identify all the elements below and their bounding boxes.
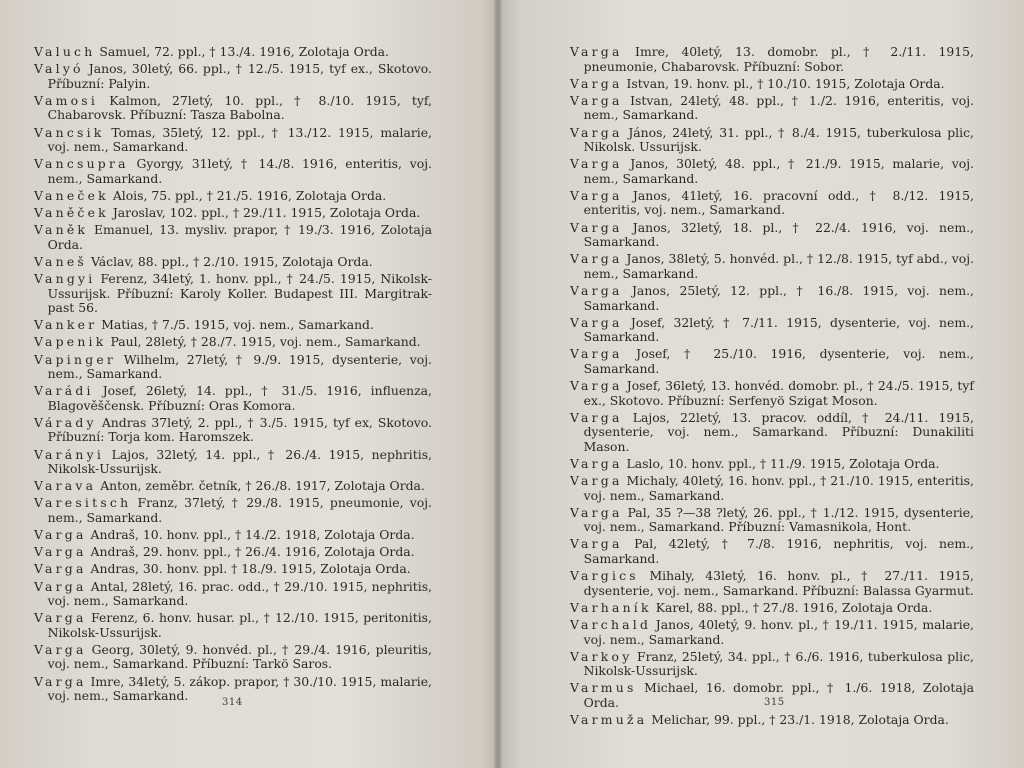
entry-details: Melichar, 99. ppl., † 23./1. 1918, Zolotaja Orda. [651, 712, 949, 728]
entry-details: Mihaly, 43letý, 16. honv. pl., † 27./11. 1915, dysenterie, voj. nem., Samarkand. Příbuzní: Balassa Gyarmut. [583, 568, 974, 598]
register-entry [570, 157, 974, 186]
entry-surname: Vaněček [34, 205, 109, 221]
register-entry [570, 77, 974, 92]
register-entry [570, 252, 974, 281]
entry-details: Janos, 25letý, 12. ppl., † 16./8. 1915, voj. nem., Samarkand. [583, 282, 974, 313]
entry-surname: Varga [34, 610, 87, 626]
entry-details: Wilhelm, 27letý, † 9./9. 1915, dysenterie, voj. nem., Samarkand. [47, 351, 432, 382]
entry-surname: Varmus [570, 680, 637, 696]
entry-surname: Varga [570, 219, 623, 235]
entry-details: Lajos, 22letý, 13. pracov. oddíl, † 24./11. 1915, dysenterie, voj. nem., Samarkand. Příbuzní: Dunakiliti Mason. [583, 409, 974, 454]
entry-surname: Vapinger [34, 351, 117, 367]
entry-details: Janos, 38letý, 5. honvéd. pl., † 12./8. 1915, tyf abd., voj. nem., Samarkand. [583, 251, 974, 281]
register-entry [570, 379, 974, 408]
left-page [0, 0, 498, 768]
register-entry [570, 411, 974, 455]
register-entry [570, 94, 974, 123]
entry-details: Tomas, 35letý, 12. ppl., † 13./12. 1915, malarie, voj. nem., Samarkand. [47, 124, 432, 155]
entry-surname: Vamosi [34, 92, 99, 108]
entry-details: Ferenz, 34letý, 1. honv. ppl., † 24./5. 1915, Nikolsk-Ussurijsk. Příbuzní: Karoly Koller. Budapest III. Margitrak-past 56. [47, 271, 432, 316]
entry-surname: Varga [34, 641, 87, 657]
entry-surname: Vapenik [34, 334, 107, 350]
register-entry [34, 448, 432, 477]
register-entry [34, 611, 432, 640]
entry-details: Gyorgy, 31letý, † 14./8. 1916, enteritis, voj. nem., Samarkand. [47, 156, 432, 186]
entry-surname: Varga [570, 504, 623, 520]
entry-details: Janos, 41letý, 16. pracovní odd., † 8./12. 1915, enteritis, voj. nem., Samarkand. [583, 187, 974, 218]
register-entry [570, 537, 974, 566]
entry-surname: Varga [570, 346, 623, 362]
entry-details: Kalmon, 27letý, 10. ppl., † 8./10. 1915, tyf, Chabarovsk. Příbuzní: Tasza Babolna. [47, 92, 432, 123]
register-entry [570, 45, 974, 74]
register-entry [34, 45, 432, 60]
entry-surname: Varga [570, 92, 623, 108]
register-entry [570, 569, 974, 598]
entry-details: Janos, 32letý, 18. pl., † 22./4. 1916, voj. nem., Samarkand. [583, 219, 974, 250]
entry-surname: Varkoy [570, 648, 633, 664]
entry-details: Anton, zeměbr. četník, † 26./8. 1917, Zolotaja Orda. [100, 478, 425, 494]
register-entry [34, 272, 432, 316]
book-gutter [494, 0, 502, 768]
entry-details: Emanuel, 13. mysliv. prapor, † 19./3. 1916, Zolotaja Orda. [47, 222, 432, 252]
register-entry [570, 189, 974, 218]
register-entry [34, 206, 432, 221]
entry-details: Imre, 34letý, 5. zákop. prapor, † 30./10. 1915, malarie, voj. nem., Samarkand. [47, 673, 432, 704]
entry-details: Andras, 30. honv. ppl. † 18./9. 1915, Zolotaja Orda. [90, 561, 411, 577]
entry-details: Samuel, 72. ppl., † 13./4. 1916, Zolotaja Orda. [99, 44, 389, 59]
register-entry [570, 474, 974, 503]
entry-details: Pal, 35 ?—38 ?letý, 26. ppl., † 1./12. 1915, dysenterie, voj. nem., Samarkand. Příbuzní: Vamasnikola, Hont. [583, 504, 974, 535]
register-entry [34, 353, 432, 382]
entry-details: Václav, 88. ppl., † 2./10. 1915, Zolotaja Orda. [90, 253, 373, 269]
entry-details: Matias, † 7./5. 1915, voj. nem., Samarkand. [101, 317, 374, 333]
entry-surname: Vancsik [34, 124, 105, 140]
entry-surname: Valuch [34, 44, 96, 59]
entry-details: Alois, 75. ppl., † 21./5. 1916, Zolotaja Orda. [112, 187, 387, 203]
entry-details: Karel, 88. ppl., † 27./8. 1916, Zolotaja Orda. [655, 599, 933, 615]
entry-details: Michael, 16. domobr. ppl., † 1./6. 1918, Zolotaja Orda. [583, 680, 974, 710]
register-entry [34, 479, 432, 494]
entry-details: Ferenz, 6. honv. husar. pl., † 12./10. 1915, peritonitis, Nikolsk-Ussurijsk. [47, 610, 432, 640]
entry-surname: Vangyi [34, 271, 96, 286]
entry-details: Antal, 28letý, 16. prac. odd., † 29./10. 1915, nephritis, voj. nem., Samarkand. [47, 578, 432, 609]
register-entry [570, 618, 974, 647]
entry-details: Andras 37letý, 2. ppl., † 3./5. 1915, tyf ex, Skotovo. Příbuzní: Torja kom. Haromszek. [47, 414, 432, 445]
entry-details: Istvan, 19. honv. pl., † 10./10. 1915, Zolotaja Orda. [626, 75, 945, 91]
entry-surname: Varga [570, 251, 623, 267]
register-entry [570, 126, 974, 155]
register-entry [34, 94, 432, 123]
entry-details: Josef, 36letý, 13. honvéd. domobr. pl., † 24./5. 1915, tyf ex., Skotovo. Příbuzní: Serfenyö Szigat Moson. [583, 378, 974, 408]
entry-details: Imre, 40letý, 13. domobr. pl., † 2./11. 1915, pneumonie, Chabarovsk. Příbuzní: Sobor. [583, 44, 974, 74]
register-entry [34, 126, 432, 155]
register-entry [570, 506, 974, 535]
entry-surname: Varhaník [570, 599, 652, 615]
entry-details: Josef, † 25./10. 1916, dysenterie, voj. nem., Samarkand. [583, 346, 974, 376]
register-entry [34, 384, 432, 413]
entry-surname: Valyó [34, 61, 84, 77]
register-entry [34, 416, 432, 445]
entry-details: Andraš, 29. honv. ppl., † 26./4. 1916, Zolotaja Orda. [90, 544, 415, 560]
register-entry [34, 580, 432, 609]
entry-surname: Varga [34, 578, 87, 594]
entry-surname: Varga [570, 409, 623, 425]
page-number-right: 315 [764, 697, 785, 708]
entry-surname: Varádi [34, 383, 94, 399]
entry-surname: Varga [34, 527, 87, 543]
entry-surname: Vaněk [34, 222, 89, 238]
register-entry [570, 284, 974, 313]
register-entry [34, 335, 432, 350]
entry-surname: Vanker [34, 317, 98, 333]
entry-surname: Vaneš [34, 253, 87, 269]
register-entry [34, 62, 432, 91]
page-number-left: 314 [222, 697, 243, 708]
register-entry [34, 223, 432, 252]
register-entry [34, 189, 432, 204]
entry-details: Janos, 30letý, 48. ppl., † 21./9. 1915, malarie, voj. nem., Samarkand. [583, 156, 974, 186]
entry-surname: Varányi [34, 446, 105, 462]
register-entry [570, 221, 974, 250]
entry-surname: Vaneček [34, 187, 109, 203]
entry-details: Jaroslav, 102. ppl., † 29./11. 1915, Zolotaja Orda. [112, 205, 421, 221]
entry-surname: Várady [34, 414, 97, 430]
entry-surname: Varesitsch [34, 495, 132, 511]
entry-surname: Varchald [570, 616, 652, 632]
entry-details: Pal, 42letý, † 7./8. 1916, nephritis, voj. nem., Samarkand. [583, 536, 974, 566]
entry-details: Josef, 26letý, 14. ppl., † 31./5. 1916, influenza, Blagověščensk. Příbuzní: Oras Komora. [47, 383, 432, 413]
register-entry [34, 528, 432, 543]
entry-surname: Varga [570, 75, 623, 91]
entry-surname: Varga [570, 473, 623, 489]
entry-details: Janos, 40letý, 9. honv. pl., † 19./11. 1915, malarie, voj. nem., Samarkand. [583, 616, 974, 647]
entry-surname: Varga [570, 44, 623, 59]
entry-surname: Varga [570, 156, 623, 172]
register-entry [34, 562, 432, 577]
entry-surname: Varava [34, 478, 97, 494]
left-entry-list [34, 45, 432, 706]
entry-surname: Varga [570, 455, 623, 471]
entry-details: Janos, 30letý, 66. ppl., † 12./5. 1915, tyf ex., Skotovo. Příbuzní: Palyin. [47, 61, 432, 91]
entry-surname: Varga [570, 378, 623, 394]
register-entry [570, 650, 974, 679]
entry-surname: Varga [570, 124, 623, 140]
entry-details: Michaly, 40letý, 16. honv. ppl., † 21./10. 1915, enteritis, voj. nem., Samarkand. [583, 473, 974, 503]
register-entry [34, 496, 432, 525]
entry-surname: Varga [34, 561, 87, 577]
register-entry [570, 347, 974, 376]
entry-details: Josef, 32letý, † 7./11. 1915, dysenterie, voj. nem., Samarkand. [583, 314, 974, 345]
register-entry [34, 255, 432, 270]
register-entry [34, 157, 432, 186]
right-page [498, 0, 1024, 768]
register-entry [570, 713, 974, 728]
register-entry [34, 643, 432, 672]
entry-details: Istvan, 24letý, 48. ppl., † 1./2. 1916, enteritis, voj. nem., Samarkand. [583, 92, 974, 123]
entry-surname: Varga [570, 282, 623, 298]
register-entry [570, 601, 974, 616]
entry-surname: Vancsupra [34, 156, 129, 172]
entry-details: Andraš, 10. honv. ppl., † 14./2. 1918, Zolotaja Orda. [90, 527, 415, 543]
entry-details: Georg, 30letý, 9. honvéd. pl., † 29./4. 1916, pleuritis, voj. nem., Samarkand. Příbuzní: Tarkö Saros. [47, 641, 432, 672]
entry-details: Franz, 37letý, † 29./8. 1915, pneumonie, voj. nem., Samarkand. [47, 495, 432, 525]
entry-details: Lajos, 32letý, 14. ppl., † 26./4. 1915, nephritis, Nikolsk-Ussurijsk. [47, 446, 432, 477]
register-entry [570, 457, 974, 472]
entry-surname: Varga [34, 673, 87, 689]
entry-surname: Varga [570, 187, 623, 203]
entry-details: Paul, 28letý, † 28./7. 1915, voj. nem., Samarkand. [110, 334, 421, 350]
register-entry [34, 545, 432, 560]
entry-surname: Varga [570, 314, 623, 330]
register-entry [34, 318, 432, 333]
entry-surname: Varmuža [570, 712, 648, 728]
entry-surname: Varga [34, 544, 87, 560]
register-entry [570, 316, 974, 345]
entry-details: Franz, 25letý, 34. ppl., † 6./6. 1916, tuberkulosa plic, Nikolsk-Ussurijsk. [583, 648, 974, 679]
right-entry-list [570, 45, 974, 730]
entry-details: Laslo, 10. honv. ppl., † 11./9. 1915, Zolotaja Orda. [626, 455, 940, 471]
entry-surname: Vargics [570, 568, 639, 584]
entry-details: János, 24letý, 31. ppl., † 8./4. 1915, tuberkulosa plic, Nikolsk. Ussurijsk. [583, 124, 974, 155]
entry-surname: Varga [570, 536, 623, 552]
